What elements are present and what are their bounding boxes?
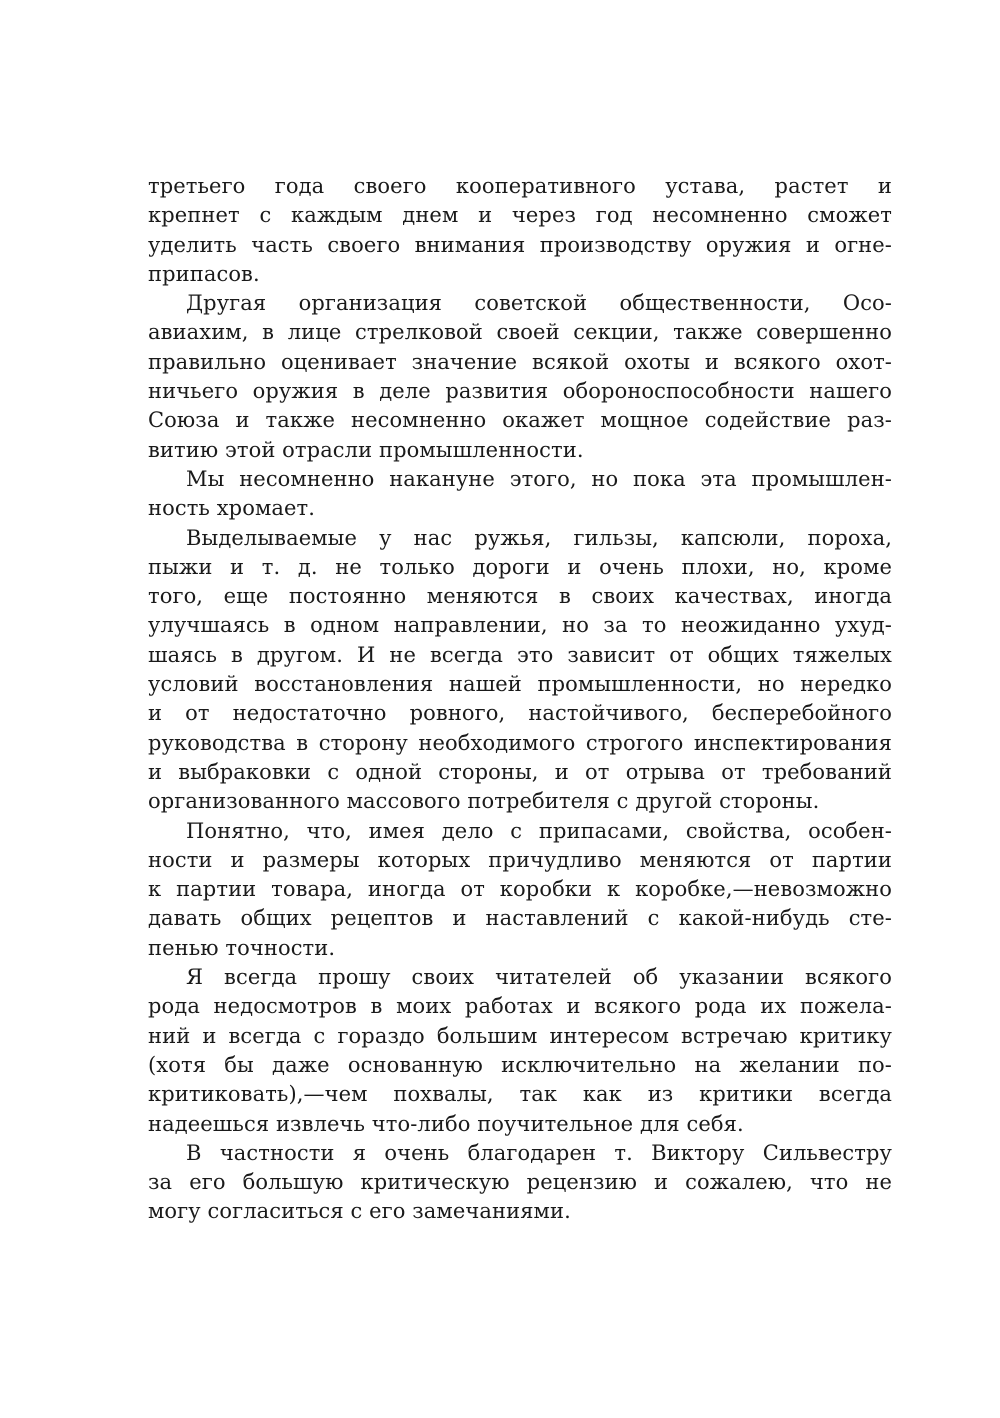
text-line: уделить часть своего внимания производству оружия и огне- — [148, 232, 892, 257]
paragraph-7 — [148, 1139, 892, 1227]
text-line: витию этой отрасли промышленности. — [148, 437, 584, 462]
text-line: Понятно, что, имея дело с припасами, свойства, особен- — [186, 818, 892, 843]
text-line: ность хромает. — [148, 496, 316, 521]
paragraph-6 — [148, 963, 892, 1139]
text-line: могу согласиться с его замечаниями. — [148, 1199, 571, 1224]
text-line: рода недосмотров в моих работах и всякого рода их пожела- — [148, 994, 892, 1019]
text-line: руководства в сторону необходимого строгого инспектирования — [148, 730, 892, 755]
text-line: ничьего оружия в деле развития обороноспособности нашего — [148, 379, 892, 404]
text-line: шаясь в другом. И не всегда это зависит от общих тяжелых — [148, 642, 892, 667]
text-line: правильно оценивает значение всякой охоты и всякого охот- — [148, 349, 892, 374]
text-line: Союза и также несомненно окажет мощное содействие раз- — [148, 408, 892, 433]
text-line: В частности я очень благодарен т. Виктору Сильвестру — [186, 1140, 892, 1165]
text-line: условий восстановления нашей промышленности, но нередко — [148, 672, 892, 697]
text-line: надеешься извлечь что-либо поучительное для себя. — [148, 1111, 744, 1136]
paragraph-2 — [148, 289, 892, 465]
text-line: Мы несомненно накануне этого, но пока эта промышлен- — [186, 466, 892, 491]
text-line: улучшаясь в одном направлении, но за то неожиданно ухуд- — [148, 613, 892, 638]
text-line: крепнет с каждым днем и через год несомненно сможет — [148, 203, 892, 228]
page-text — [148, 172, 892, 1227]
text-line: и от недостаточно ровного, настойчивого, бесперебойного — [148, 701, 892, 726]
text-line: пенью точности. — [148, 935, 336, 960]
text-line: критиковать),—чем похвалы, так как из критики всегда — [148, 1082, 892, 1107]
text-line: (хотя бы даже основанную исключительно на желании по- — [148, 1052, 892, 1077]
text-line: ний и всегда с гораздо большим интересом встречаю критику — [148, 1023, 892, 1048]
text-line: за его большую критическую рецензию и сожалею, что не — [148, 1170, 892, 1195]
text-line: авиахим, в лице стрелковой своей секции, также совершенно — [148, 320, 892, 345]
text-line: Другая организация советской общественности, Осо- — [186, 291, 892, 316]
paragraph-4 — [148, 524, 892, 817]
text-line: припасов. — [148, 261, 260, 286]
text-line: к партии товара, иногда от коробки к коробке,—невозможно — [148, 877, 892, 902]
text-line: Выделываемые у нас ружья, гильзы, капсюли, пороха, — [186, 525, 892, 550]
text-line: давать общих рецептов и наставлений с какой-нибудь сте- — [148, 906, 892, 931]
text-line: и выбраковки с одной стороны, и от отрыва от требований — [148, 759, 892, 784]
paragraph-1 — [148, 172, 892, 289]
text-line: организованного массового потребителя с другой стороны. — [148, 789, 820, 814]
paragraph-3 — [148, 465, 892, 524]
text-line: Я всегда прошу своих читателей об указании всякого — [186, 965, 892, 990]
text-line: того, еще постоянно меняются в своих качествах, иногда — [148, 584, 892, 609]
paragraph-5 — [148, 817, 892, 963]
text-line: ности и размеры которых причудливо меняются от партии — [148, 847, 892, 872]
text-line: пыжи и т. д. не только дороги и очень плохи, но, кроме — [148, 554, 892, 579]
text-line: третьего года своего кооперативного устава, растет и — [148, 174, 892, 198]
